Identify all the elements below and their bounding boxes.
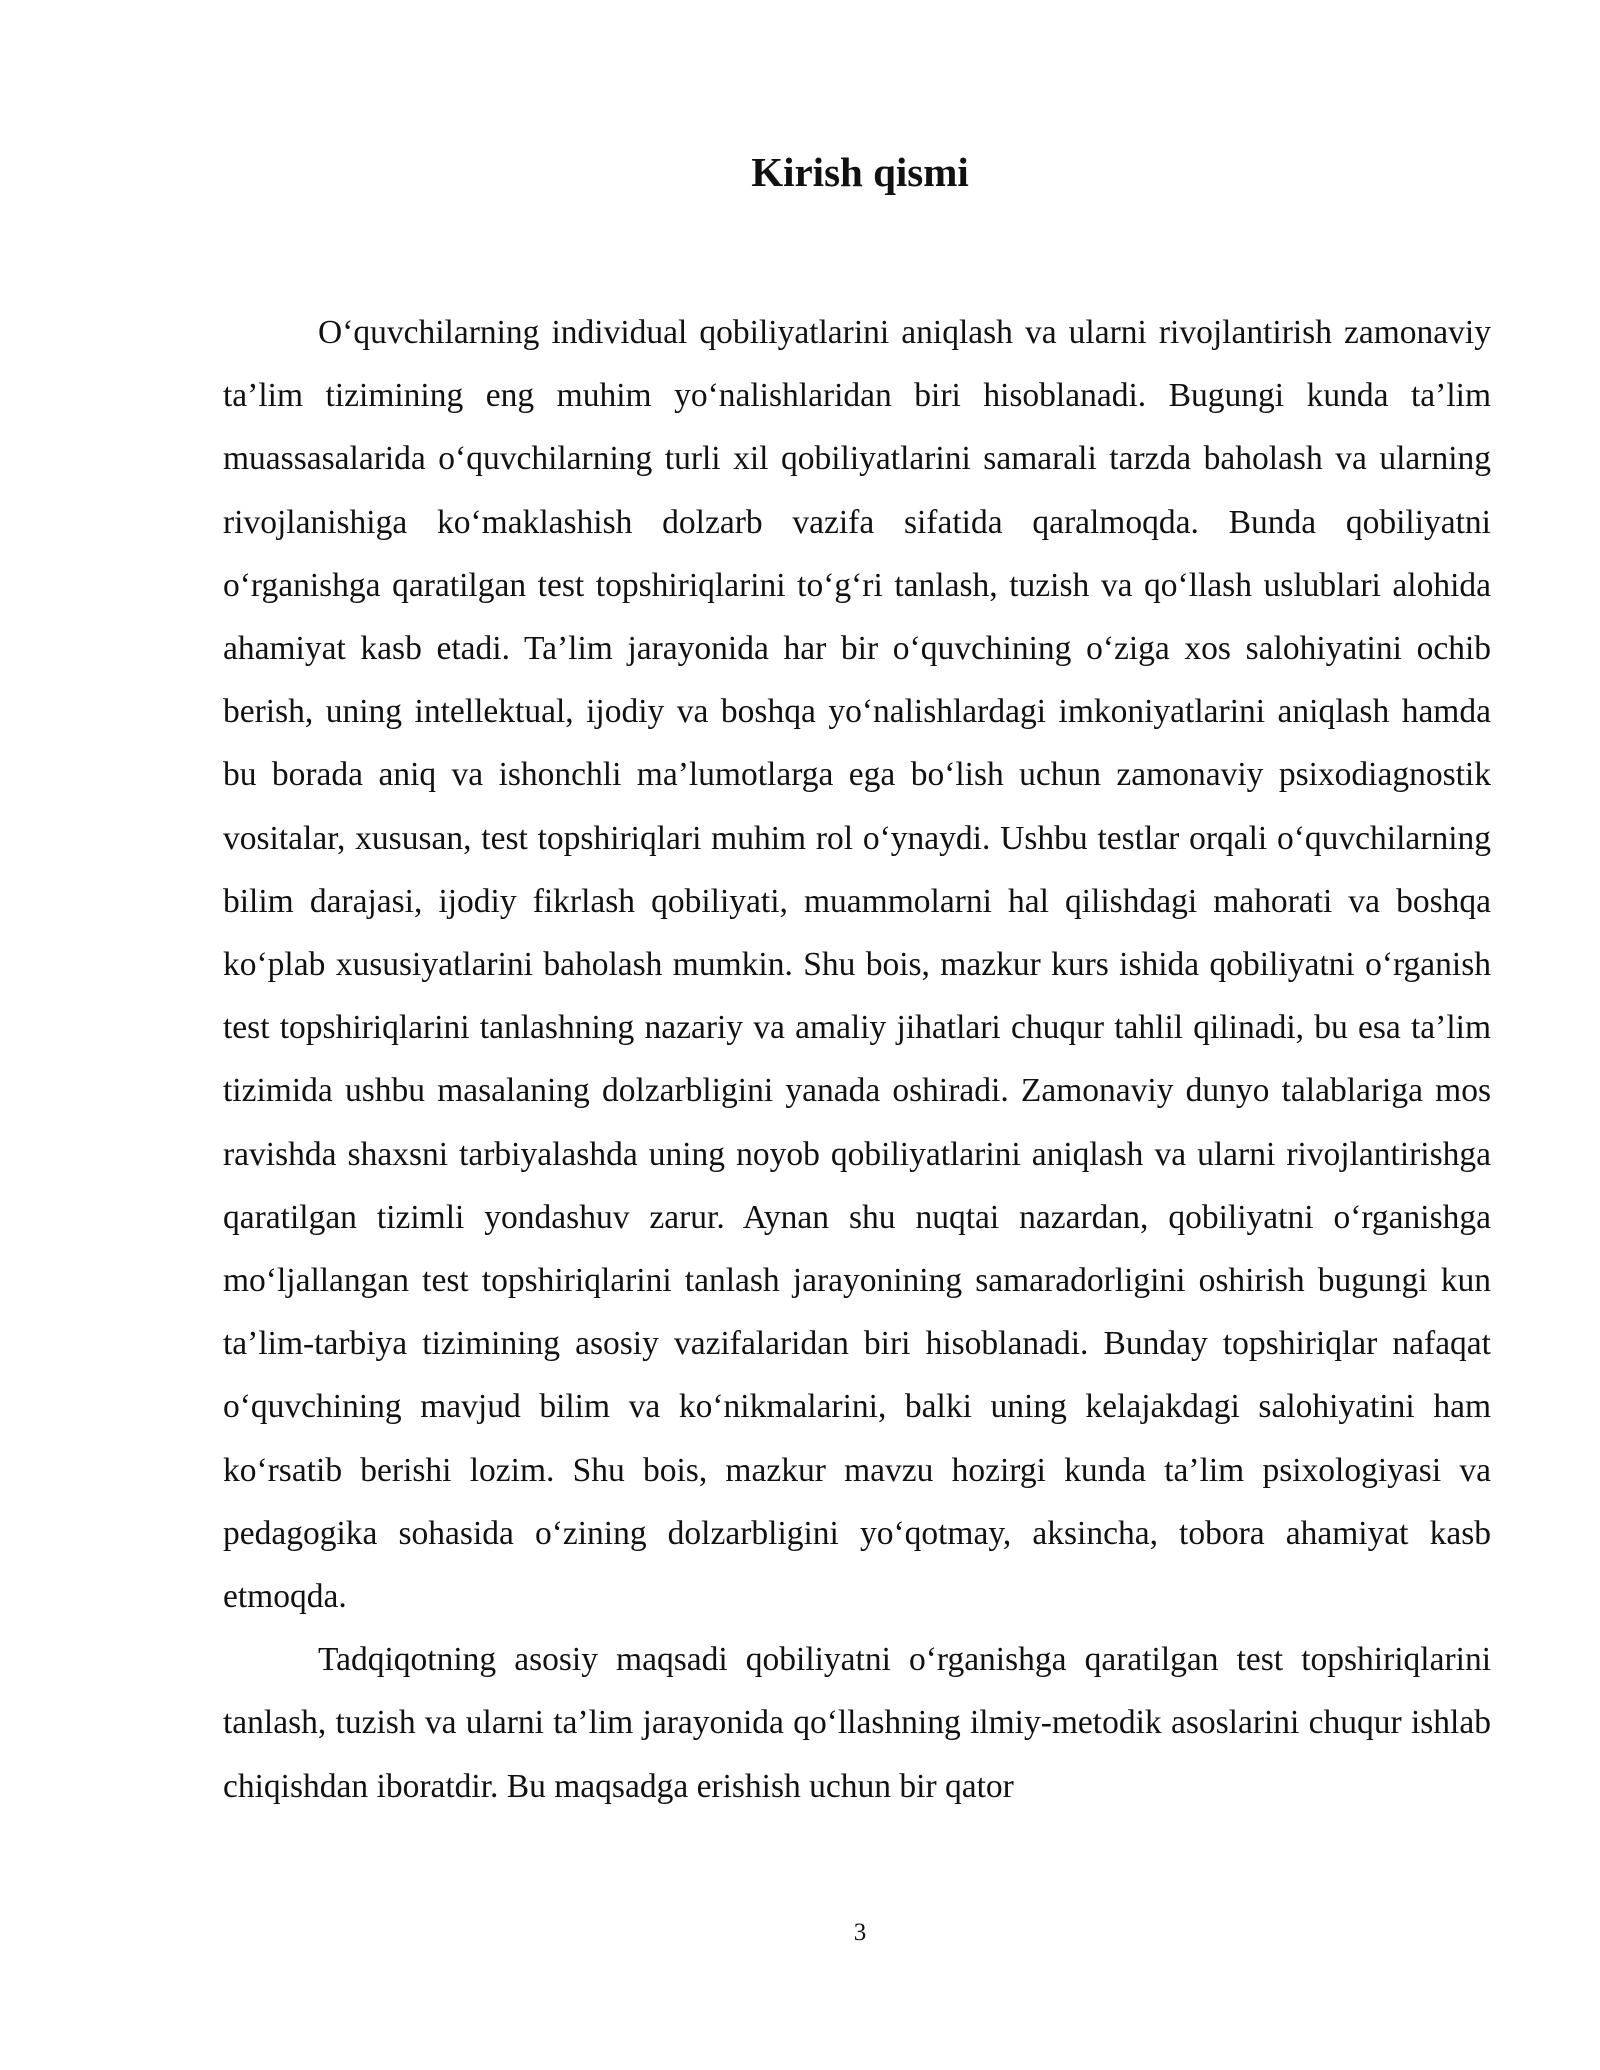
- paragraph-2: Tadqiqotning asosiy maqsadi qobiliyatni o‘rganishga qaratilgan test topshiriqlarini tanlash, tuzish va ularni ta’lim jarayonida qo‘llashning ilmiy-metodik asoslarini chuqur ishlab chiqishdan iboratdir. Bu maqsadga erishish uchun bir qator: [223, 1641, 1491, 1805]
- paragraph-1: O‘quvchilarning individual qobiliyatlarini aniqlash va ularni rivojlantirish zamonaviy ta’lim tizimining eng muhim yo‘nalishlaridan biri hisoblanadi. Bugungi kunda ta’lim muassasalarida o‘quvchilarning turli xil qobiliyatlarini samarali tarzda baholash va ularning rivojlanishiga ko‘maklashish dolzarb vazifa sifatida qaralmoqda. Bunda qobiliyatni o‘rganishga qaratilgan test topshiriqlarini to‘g‘ri tanlash, tuzish va qo‘llash uslublari alohida ahamiyat kasb etadi. Ta’lim jarayonida har bir o‘quvchining o‘ziga xos salohiyatini ochib berish, uning intellektual, ijodiy va boshqa yo‘nalishlardagi imkoniyatlarini aniqlash hamda bu borada aniq va ishonchli ma’lumotlarga ega bo‘lish uchun zamonaviy psixodiagnostik vositalar, xususan, test topshiriqlari muhim rol o‘ynaydi. Ushbu testlar orqali o‘quvchilarning bilim darajasi, ijodiy fikrlash qobiliyati, muammolarni hal qilishdagi mahorati va boshqa ko‘plab xususiyatlarini baholash mumkin. Shu bois, mazkur kurs ishida qobiliyatni o‘rganish test topshiriqlarini tanlashning nazariy va amaliy jihatlari chuqur tahlil qilinadi, bu esa ta’lim tizimida ushbu masalaning dolzarbligini yanada oshiradi. Zamonaviy dunyo talablariga mos ravishda shaxsni tarbiyalashda uning noyob qobiliyatlarini aniqlash va ularni rivojlantirishga qaratilgan tizimli yondashuv zarur. Aynan shu nuqtai nazardan, qobiliyatni o‘rganishga mo‘ljallangan test topshiriqlarini tanlash jarayonining samaradorligini oshirish bugungi kun ta’lim-tarbiya tizimining asosiy vazifalaridan biri hisoblanadi. Bunday topshiriqlar nafaqat o‘quvchining mavjud bilim va ko‘nikmalarini, balki uning kelajakdagi salohiyatini ham ko‘rsatib berishi lozim. Shu bois, mazkur mavzu hozirgi kunda ta’lim psixologiyasi va pedagogika sohasida o‘zining dolzarbligini yo‘qotmay, aksincha, tobora ahamiyat kasb etmoqda.: [223, 314, 1491, 1616]
- page-number: 3: [853, 1919, 867, 1946]
- page-title: Kirish qismi: [751, 149, 969, 195]
- body-text: [223, 301, 1491, 1818]
